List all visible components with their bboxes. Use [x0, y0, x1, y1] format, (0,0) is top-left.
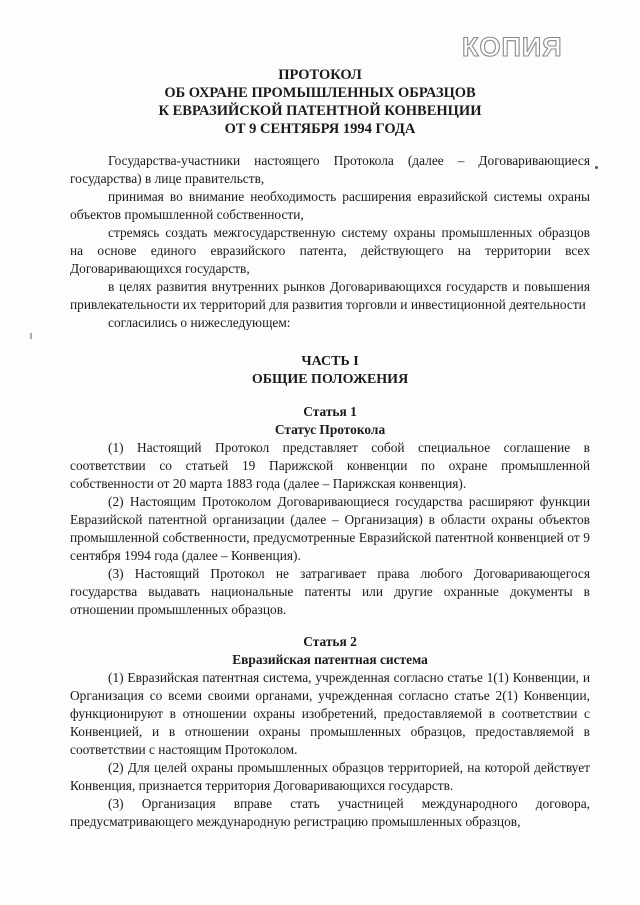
title-line: ПРОТОКОЛ — [278, 67, 362, 83]
part-number: ЧАСТЬ I — [301, 354, 359, 369]
scan-speck — [30, 333, 32, 339]
document-title — [0, 66, 640, 138]
title-line: ОТ 9 СЕНТЯБРЯ 1994 ГОДА — [224, 121, 416, 137]
preamble-paragraph: принимая во внимание необходимость расширения евразийской системы охраны объектов промышленной собственности, — [70, 189, 590, 222]
preamble-paragraph: стремясь создать межгосударственную систему охраны промышленных образцов на основе единого евразийского патента, действующего на территории всех Договаривающихся государств, — [70, 225, 590, 276]
part-name: ОБЩИЕ ПОЛОЖЕНИЯ — [251, 372, 409, 387]
article-number: Статья 2 — [303, 634, 357, 649]
scan-speck — [595, 166, 598, 169]
preamble-paragraph: в целях развития внутренних рынков Договаривающихся государств и повышения привлекательности их территорий для развития торговли и инвестиционной деятельности — [70, 279, 590, 312]
article-number: Статья 1 — [303, 404, 357, 419]
article-paragraph: (1) Евразийская патентная система, учрежденная согласно статье 1(1) Конвенции, и Организация со всеми своими органами, учрежденная согласно статье 2(1) Конвенции, функционируют в отношении охраны изобретений, предоставляемой в соответствии с Конвенцией, и в отношении охраны промышленных образцов, предоставляемой в соответствии с настоящим Протоколом. — [70, 670, 590, 757]
title-line: ОБ ОХРАНЕ ПРОМЫШЛЕННЫХ ОБРАЗЦОВ — [164, 85, 476, 101]
article-paragraph: (2) Для целей охраны промышленных образцов территорией, на которой действует Конвенция, признается территория Договаривающихся государств. — [70, 760, 590, 793]
article-paragraph: (3) Настоящий Протокол не затрагивает права любого Договаривающегося государства выдавать национальные патенты или другие охранные документы в отношении промышленных образцов. — [70, 566, 590, 617]
article-paragraph: (3) Организация вправе стать участницей международного договора, предусматривающего международную регистрацию промышленных образцов, — [70, 796, 590, 829]
preamble-paragraph: согласились о нижеследующем: — [108, 315, 291, 330]
copy-stamp: КОПИЯ — [462, 32, 563, 62]
preamble-paragraph: Государства-участники настоящего Протокола (далее – Договаривающиеся государства) в лице правительств, — [70, 153, 590, 186]
article-title: Статус Протокола — [274, 422, 386, 437]
article-title: Евразийская патентная система — [232, 652, 428, 667]
article-paragraph: (2) Настоящим Протоколом Договаривающиеся государства расширяют функции Евразийской патентной организации (далее – Организация) в области охраны объектов промышленной собственности, предусмотренные Евразийской патентной конвенцией от 9 сентября 1994 года (далее – Конвенция). — [70, 494, 590, 563]
article-paragraph: (1) Настоящий Протокол представляет собой специальное соглашение в соответствии со статьей 19 Парижской конвенции по охране промышленной собственности от 20 марта 1883 года (далее – Парижская конвенция). — [70, 440, 590, 491]
title-line: К ЕВРАЗИЙСКОЙ ПАТЕНТНОЙ КОНВЕНЦИИ — [158, 103, 482, 119]
document-body — [70, 152, 590, 831]
